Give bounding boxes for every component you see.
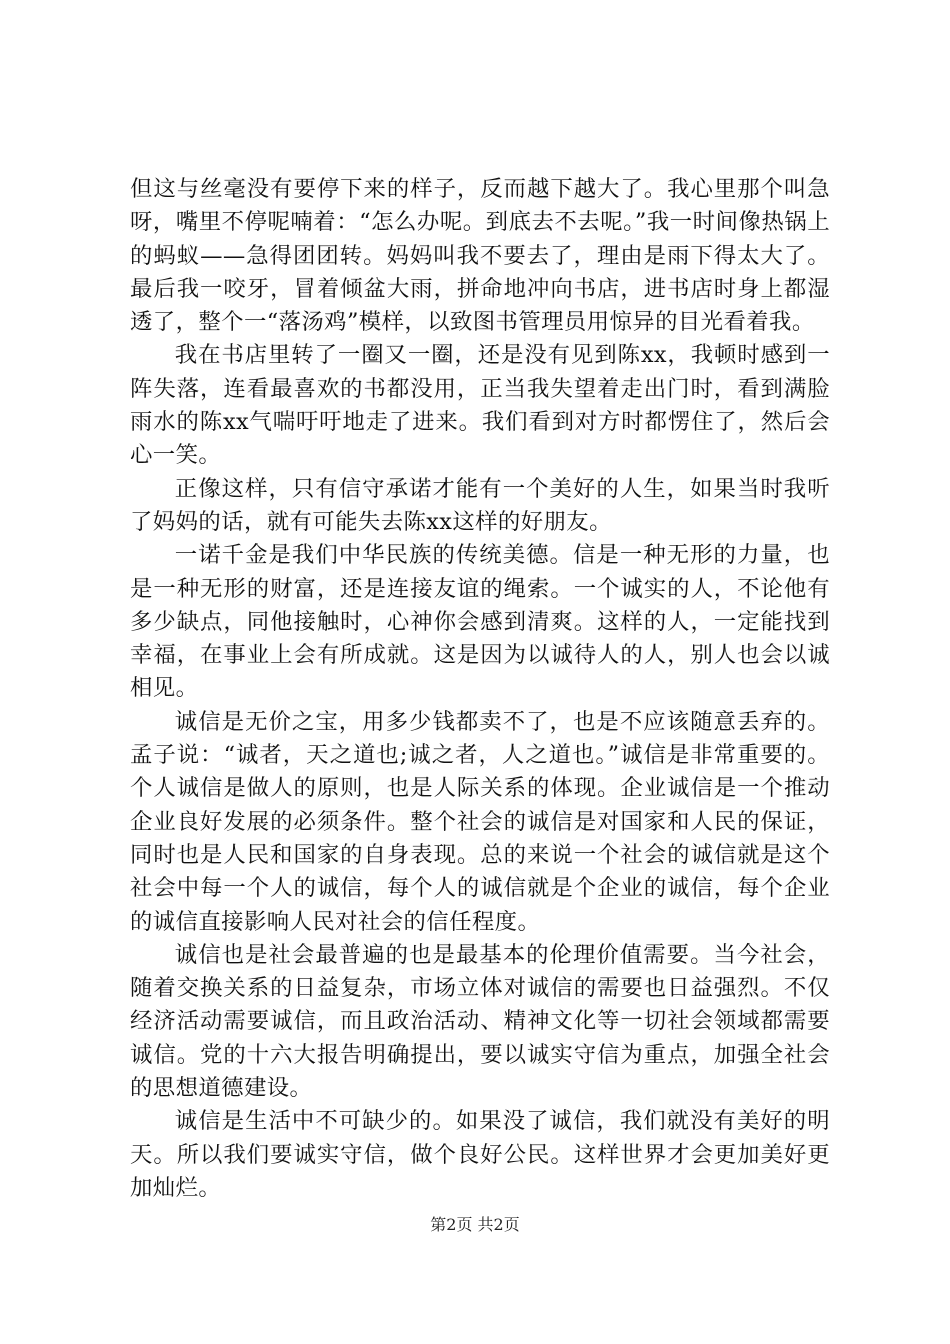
paragraph-2: 我在书店里转了一圈又一圈，还是没有见到陈xx，我顿时感到一阵失落，连看最喜欢的书都没用，正当我失望着走出门时，看到满脸雨水的陈xx气喘吁吁地走了进来。我们看到对方时都愣住了，然后会心一笑。 [130, 342, 830, 469]
paragraph-7: 诚信是生活中不可缺少的。如果没了诚信，我们就没有美好的明天。所以我们要诚实守信，做个良好公民。这样世界才会更加美好更加灿烂。 [130, 1108, 830, 1201]
paragraph-6: 诚信也是社会最普遍的也是最基本的伦理价值需要。当今社会，随着交换关系的日益复杂，市场立体对诚信的需要也日益强烈。不仅经济活动需要诚信，而且政治活动、精神文化等一切社会领域都需要诚信。党的十六大报告明确提出，要以诚实守信为重点，加强全社会的思想道德建设。 [130, 941, 830, 1102]
document-body [130, 173, 830, 1205]
paragraph-1: 但这与丝毫没有要停下来的样子，反而越下越大了。我心里那个叫急呀，嘴里不停呢喃着：“怎么办呢。到底去不去呢。”我一时间像热锅上的蚂蚁——急得团团转。妈妈叫我不要去了，理由是雨下得太大了。最后我一咬牙，冒着倾盆大雨，拼命地冲向书店，进书店时身上都湿透了，整个一“落汤鸡”模样，以致图书管理员用惊异的目光看着我。 [130, 176, 830, 336]
page-number-footer: 第2页 共2页 [430, 1215, 520, 1234]
paragraph-3: 正像这样，只有信守承诺才能有一个美好的人生，如果当时我听了妈妈的话，就有可能失去陈xx这样的好朋友。 [130, 475, 830, 535]
paragraph-5: 诚信是无价之宝，用多少钱都卖不了，也是不应该随意丢弃的。孟子说：“诚者，天之道也;诚之者，人之道也。”诚信是非常重要的。个人诚信是做人的原则，也是人际关系的体现。企业诚信是一个推动企业良好发展的必须条件。整个社会的诚信是对国家和人民的保证，同时也是人民和国家的自身表现。总的来说一个社会的诚信就是这个社会中每一个人的诚信，每个人的诚信就是个企业的诚信，每个企业的诚信直接影响人民对社会的信任程度。 [130, 708, 830, 935]
paragraph-4: 一诺千金是我们中华民族的传统美德。信是一种无形的力量，也是一种无形的财富，还是连接友谊的绳索。一个诚实的人，不论他有多少缺点，同他接触时，心神你会感到清爽。这样的人，一定能找到幸福，在事业上会有所成就。这是因为以诚待人的人，别人也会以诚相见。 [130, 542, 830, 702]
